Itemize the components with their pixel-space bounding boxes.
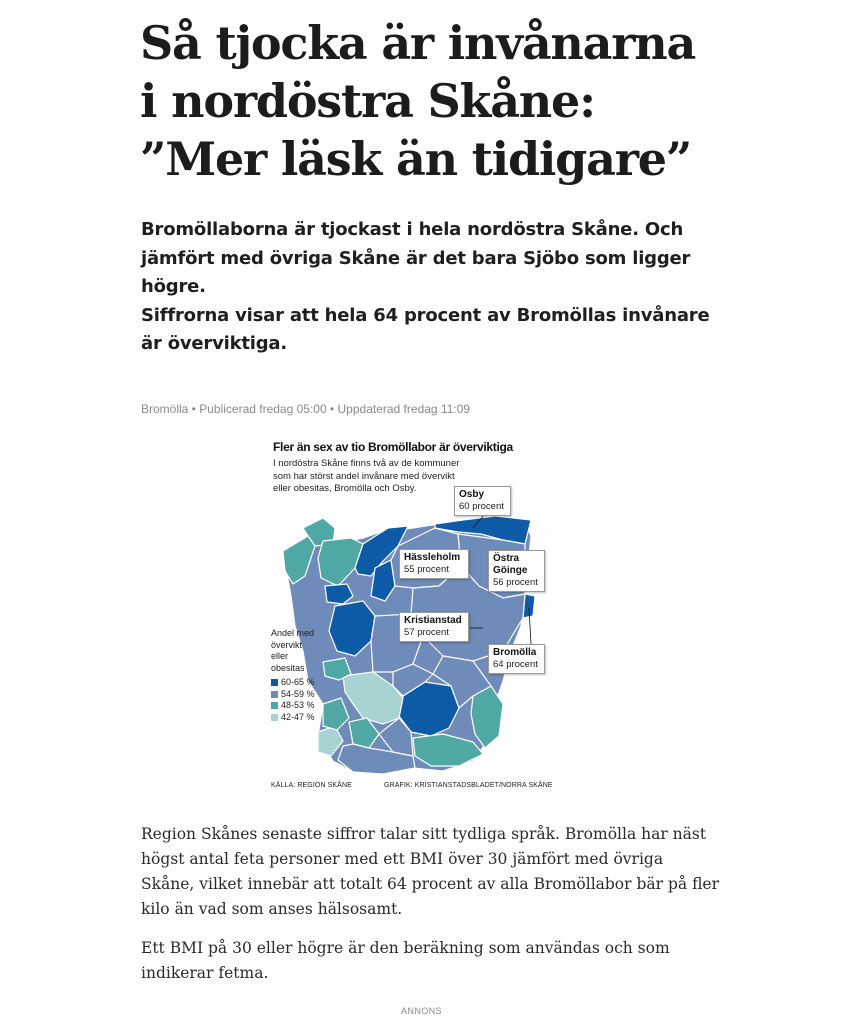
legend-swatch [271,714,278,721]
legend-swatch [271,702,278,709]
legend-label: 54-59 % [281,688,315,699]
article-body [141,822,721,1000]
callout-name: Östra Göinge [493,553,528,576]
article-headline: Så tjocka är invånarna i nordöstra Skåne: ”Mer läsk än tidigare” [140,16,696,186]
callout-bromolla [488,644,545,674]
lead-paragraph-2: Siffrorna visar att hela 64 procent av Bromöllas invånare är överviktiga. [141,304,710,354]
body-paragraph-2: Ett BMI på 30 eller högre är den beräkning som användas och som indikerar fetma. [141,939,670,982]
callout-osby [454,486,511,516]
callout-value: 56 procent [493,577,538,588]
map-legend [271,628,351,723]
figure-title: Fler än sex av tio Bromöllabor är överviktiga [273,440,513,454]
figure-subtitle: I nordöstra Skåne finns två av de kommuner som har störst andel invånare med övervikt eller obesitas, Bromölla och Osby. [273,458,460,494]
callout-hassleholm [399,549,469,579]
callout-value: 57 procent [404,627,449,638]
legend-row [271,700,351,712]
article-byline: Bromölla • Publicerad fredag 05:00 • Uppdaterad fredag 11:09 [141,402,471,416]
legend-label: 42-47 % [281,711,315,722]
legend-title: Andel med övervikt eller obesitas [271,628,315,673]
callout-ostra-goinge [488,550,545,592]
legend-row [271,677,351,689]
legend-label: 48-53 % [281,700,315,710]
callout-name: Kristianstad [404,615,462,626]
callout-name: Osby [459,489,485,500]
figure-source: KÄLLA: REGION SKÅNE [271,782,352,789]
legend-row [271,712,351,724]
callout-value: 64 procent [493,659,538,670]
callout-name: Bromölla [493,647,537,658]
ad-label: ANNONS [401,1006,442,1016]
body-paragraph-1: Region Skånes senaste siffror talar sitt tydliga språk. Bromölla har näst högst antal feta personer med ett BMI över 30 jämfört med övriga Skåne, vilket innebär att totalt 64 procent av alla Bromöllabor bär på fler kilo än vad som anses hälsosamt. [141,825,719,918]
legend-swatch [271,691,278,698]
callout-kristianstad [399,612,469,642]
callout-value: 60 procent [459,501,504,512]
legend-swatch [271,679,278,686]
legend-row [271,689,351,701]
legend-label: 60-65 % [281,677,315,687]
figure-credit: GRAFIK: KRISTIANSTADSBLADET/NORRA SKÅNE [384,782,553,789]
lead-paragraph-1: Bromöllaborna är tjockast i hela nordöstra Skåne. Och jämfört med övriga Skåne är det bara Sjöbo som ligger högre. [141,219,691,297]
callout-value: 55 procent [404,564,449,575]
article-lead [141,216,721,359]
callout-name: Hässleholm [404,552,461,563]
infographic-figure[interactable] [263,436,563,798]
